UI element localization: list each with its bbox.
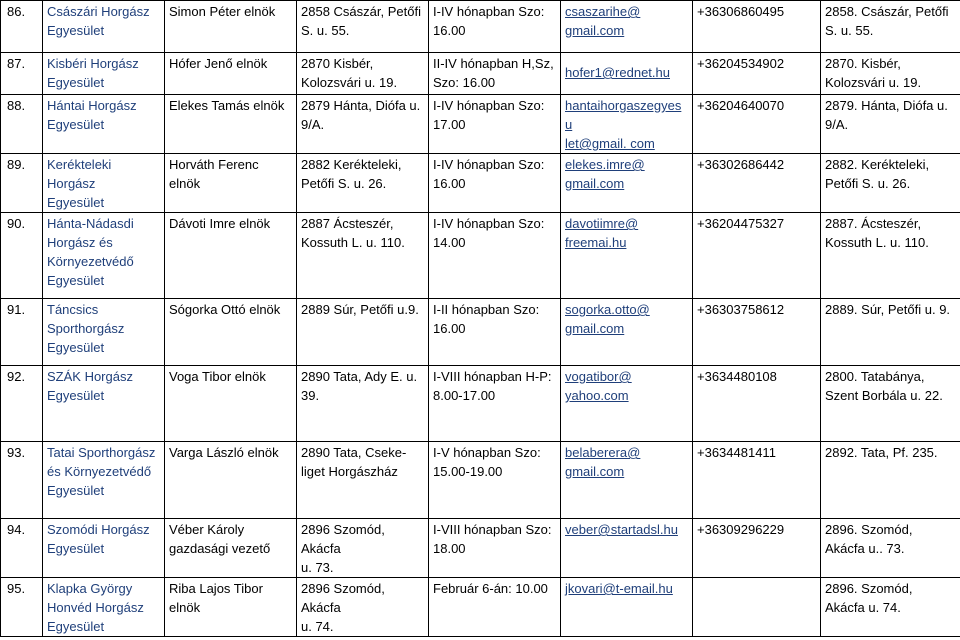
line-person: Dávoti Imre elnök — [169, 216, 271, 231]
line-loc_l2: Akácfa u. 74. — [825, 600, 901, 615]
cell-opening-hours — [429, 213, 561, 299]
line-email_l1[interactable]: davotiimre@ — [565, 216, 639, 231]
line-name_l1: Tatai Sporthorgász — [47, 445, 156, 460]
cell-opening-hours — [429, 578, 561, 637]
line-time_l1: II-IV hónapban H,Sz, — [433, 56, 554, 71]
cell-number — [1, 578, 43, 637]
line-loc_l2: 9/A. — [825, 117, 849, 132]
line-time_l1: I-IV hónapban Szo: — [433, 216, 545, 231]
cell-contact-person — [165, 442, 297, 519]
line-loc_l1: 2887. Ácsteszér, — [825, 216, 922, 231]
line-time_l1: I-II hónapban Szo: — [433, 302, 540, 317]
line-email_l2[interactable]: gmail.com — [565, 23, 625, 38]
line-addr_l1: 2882 Kerékteleki, — [301, 157, 402, 172]
line-addr_l2: Petőfi S. u. 26. — [301, 176, 387, 191]
cell-association-name — [43, 1, 165, 53]
line-name_l2: Horgász és — [47, 235, 113, 250]
cell-email[interactable] — [561, 442, 693, 519]
line-phone: +3634480108 — [697, 369, 777, 384]
line-addr_l2: Kossuth L. u. 110. — [301, 235, 405, 250]
table-row — [1, 366, 960, 442]
line-time_l1: I-V hónapban Szo: — [433, 445, 541, 460]
line-addr_l2: 9/A. — [301, 117, 325, 132]
cell-contact-person — [165, 366, 297, 442]
cell-opening-hours — [429, 53, 561, 95]
line-loc_l1: 2892. Tata, Pf. 235. — [825, 445, 938, 460]
cell-contact-person — [165, 95, 297, 154]
line-time_l2: 18.00 — [433, 541, 466, 556]
line-num: 92. — [7, 369, 26, 384]
line-addr_l1: 2887 Ácsteszér, — [301, 216, 394, 231]
line-addr_l1: 2896 Szomód, Akácfa — [301, 522, 385, 556]
line-person: Sógorka Ottó elnök — [169, 302, 281, 317]
line-loc_l2: Petőfi S. u. 26. — [825, 176, 911, 191]
line-time_l2: 16.00 — [433, 321, 466, 336]
line-name_l3: Egyesület — [47, 619, 105, 634]
line-email_l1[interactable]: vogatibor@ — [565, 369, 632, 384]
line-time_l1: Február 6-án: 10.00 — [433, 581, 548, 596]
line-person: Simon Péter elnök — [169, 4, 276, 19]
table-row — [1, 95, 960, 154]
line-loc_l1: 2800. Tatabánya, — [825, 369, 925, 384]
cell-location — [821, 154, 960, 213]
line-name_l1: Szomódi Horgász — [47, 522, 150, 537]
line-phone: +36309296229 — [697, 522, 785, 537]
line-phone: +3634481411 — [697, 445, 776, 460]
line-email_l1[interactable]: hantaihorgaszegyesu — [565, 98, 682, 132]
table-row — [1, 578, 960, 637]
line-person_l2: gazdasági vezető — [169, 541, 271, 556]
line-time_l2: Szo: 16.00 — [433, 75, 496, 90]
cell-email[interactable] — [561, 154, 693, 213]
line-loc_l1: 2870. Kisbér, — [825, 56, 901, 71]
cell-phone — [693, 578, 821, 637]
line-email_l2[interactable]: gmail.com — [565, 176, 625, 191]
line-email_l2[interactable]: freemai.hu — [565, 235, 627, 250]
line-email_l2[interactable]: gmail.com — [565, 321, 625, 336]
line-num: 91. — [7, 302, 26, 317]
line-phone: +36303758612 — [697, 302, 785, 317]
line-loc_l2: S. u. 55. — [825, 23, 874, 38]
cell-contact-person — [165, 578, 297, 637]
cell-association-name — [43, 442, 165, 519]
cell-contact-person — [165, 213, 297, 299]
line-loc_l2: Kolozsvári u. 19. — [825, 75, 922, 90]
line-time_l2: 16.00 — [433, 23, 466, 38]
line-person: Véber Károly — [169, 522, 245, 537]
cell-number — [1, 53, 43, 95]
cell-association-name — [43, 299, 165, 366]
table-row — [1, 154, 960, 213]
line-time_l1: I-IV hónapban Szo: — [433, 4, 545, 19]
line-name_l2: és Környezetvédő — [47, 464, 152, 479]
line-email_l1[interactable]: belaberera@ — [565, 445, 641, 460]
line-email_l1[interactable]: veber@startadsl.hu — [565, 522, 678, 537]
cell-association-name — [43, 95, 165, 154]
line-name_l1: Hánta-Nádasdi — [47, 216, 134, 231]
cell-email[interactable] — [561, 95, 693, 154]
cell-association-name — [43, 519, 165, 578]
cell-opening-hours — [429, 154, 561, 213]
line-addr_l2: 39. — [301, 388, 320, 403]
cell-phone — [693, 366, 821, 442]
cell-opening-hours — [429, 366, 561, 442]
line-name_l1: Kisbéri Horgász — [47, 56, 139, 71]
line-time_l1: I-VIII hónapban Szo: — [433, 522, 552, 537]
line-addr_l2: S. u. 55. — [301, 23, 350, 38]
line-name_l2: Egyesület — [47, 117, 105, 132]
line-num: 95. — [7, 581, 26, 596]
line-email_l2[interactable]: hofer1@rednet.hu — [565, 65, 670, 80]
line-name_l2: Honvéd Horgász — [47, 600, 144, 615]
line-name_l2: Egyesület — [47, 541, 105, 556]
line-num: 94. — [7, 522, 26, 537]
line-name_l1: Kerékteleki Horgász — [47, 157, 112, 191]
table-row — [1, 1, 960, 53]
cell-location — [821, 519, 960, 578]
cell-address — [297, 154, 429, 213]
line-name_l3: Egyesület — [47, 483, 105, 498]
cell-location — [821, 442, 960, 519]
line-phone: +36204534902 — [697, 56, 785, 71]
cell-email[interactable] — [561, 213, 693, 299]
line-person: Riba Lajos Tibor — [169, 581, 263, 596]
cell-location — [821, 578, 960, 637]
cell-opening-hours — [429, 442, 561, 519]
line-addr_l2: liget Horgászház — [301, 464, 398, 479]
line-time_l2: 16.00 — [433, 176, 466, 191]
cell-email[interactable] — [561, 519, 693, 578]
line-time_l1: I-IV hónapban Szo: — [433, 98, 545, 113]
line-addr_l2: Kolozsvári u. 19. — [301, 75, 398, 90]
line-name_l4: Egyesület — [47, 273, 105, 288]
line-phone: +36306860495 — [697, 4, 785, 19]
line-name_l1: SZÁK Horgász — [47, 369, 133, 384]
line-name_l2: Egyesület — [47, 23, 105, 38]
cell-contact-person — [165, 1, 297, 53]
line-loc_l1: 2879. Hánta, Diófa u. — [825, 98, 948, 113]
cell-number — [1, 519, 43, 578]
cell-association-name — [43, 154, 165, 213]
cell-opening-hours — [429, 95, 561, 154]
table-row — [1, 53, 960, 95]
line-time_l2: 17.00 — [433, 117, 466, 132]
cell-location — [821, 1, 960, 53]
line-phone: +36302686442 — [697, 157, 785, 172]
cell-address — [297, 95, 429, 154]
cell-phone — [693, 213, 821, 299]
cell-number — [1, 95, 43, 154]
line-name_l1: Hántai Horgász — [47, 98, 137, 113]
line-name_l2: Egyesület — [47, 75, 105, 90]
line-time_l1: I-VIII hónapban H-P: — [433, 369, 552, 384]
line-num: 86. — [7, 4, 26, 19]
cell-email[interactable] — [561, 1, 693, 53]
cell-phone — [693, 519, 821, 578]
cell-email[interactable] — [561, 299, 693, 366]
line-name_l1: Táncsics — [47, 302, 99, 317]
cell-address — [297, 1, 429, 53]
line-num: 90. — [7, 216, 26, 231]
line-email_l1[interactable]: sogorka.otto@ — [565, 302, 650, 317]
cell-number — [1, 442, 43, 519]
cell-location — [821, 299, 960, 366]
cell-location — [821, 213, 960, 299]
line-person_l2: elnök — [169, 600, 201, 615]
cell-association-name — [43, 366, 165, 442]
line-loc_l1: 2896. Szomód, — [825, 522, 913, 537]
cell-email[interactable] — [561, 366, 693, 442]
line-email_l1[interactable]: csaszarihe@ — [565, 4, 641, 19]
cell-opening-hours — [429, 299, 561, 366]
line-loc_l1: 2858. Császár, Petőfi — [825, 4, 949, 19]
cell-address — [297, 578, 429, 637]
cell-opening-hours — [429, 519, 561, 578]
cell-address — [297, 519, 429, 578]
line-email_l1[interactable]: elekes.imre@ — [565, 157, 645, 172]
line-time_l2: 14.00 — [433, 235, 466, 250]
cell-phone — [693, 1, 821, 53]
cell-address — [297, 53, 429, 95]
cell-association-name — [43, 53, 165, 95]
line-name_l1: Császári Horgász — [47, 4, 150, 19]
line-name_l1: Klapka György — [47, 581, 133, 596]
cell-location — [821, 53, 960, 95]
cell-email[interactable] — [561, 578, 693, 637]
line-loc_l1: 2882. Kerékteleki, — [825, 157, 930, 172]
line-loc_l2: Szent Borbála u. 22. — [825, 388, 943, 403]
line-email_l1[interactable]: jkovari@t-email.hu — [565, 581, 673, 596]
line-person: Voga Tibor elnök — [169, 369, 266, 384]
line-phone: +36204475327 — [697, 216, 785, 231]
line-num: 93. — [7, 445, 26, 460]
line-addr_l1: 2870 Kisbér, — [301, 56, 374, 71]
line-loc_l1: 2896. Szomód, — [825, 581, 913, 596]
line-addr_l1: 2890 Tata, Cseke- — [301, 445, 407, 460]
cell-contact-person — [165, 299, 297, 366]
cell-location — [821, 95, 960, 154]
cell-number — [1, 1, 43, 53]
cell-association-name — [43, 213, 165, 299]
table-row — [1, 442, 960, 519]
line-loc_l2: Kossuth L. u. 110. — [825, 235, 929, 250]
line-addr_l1: 2879 Hánta, Diófa u. — [301, 98, 421, 113]
line-num: 87. — [7, 56, 26, 71]
cell-address — [297, 442, 429, 519]
cell-number — [1, 154, 43, 213]
line-addr_l2: u. 73. — [301, 560, 334, 575]
cell-phone — [693, 442, 821, 519]
line-loc_l2: Akácfa u.. 73. — [825, 541, 905, 556]
cell-association-name — [43, 578, 165, 637]
line-num: 89. — [7, 157, 26, 172]
line-person: Horváth Ferenc elnök — [169, 157, 259, 191]
cell-opening-hours — [429, 1, 561, 53]
line-email_l2[interactable]: yahoo.com — [565, 388, 629, 403]
cell-number — [1, 299, 43, 366]
line-person: Varga László elnök — [169, 445, 279, 460]
line-loc_l1: 2889. Súr, Petőfi u. 9. — [825, 302, 951, 317]
line-name_l2: Egyesület — [47, 388, 105, 403]
line-email_l2[interactable]: let@gmail. com — [565, 136, 655, 151]
cell-number — [1, 213, 43, 299]
line-person: Elekes Tamás elnök — [169, 98, 285, 113]
cell-phone — [693, 299, 821, 366]
line-name_l2: Sporthorgász — [47, 321, 125, 336]
line-time_l2: 15.00-19.00 — [433, 464, 503, 479]
cell-contact-person — [165, 53, 297, 95]
cell-address — [297, 213, 429, 299]
line-addr_l1: 2890 Tata, Ady E. u. — [301, 369, 418, 384]
cell-phone — [693, 154, 821, 213]
cell-phone — [693, 95, 821, 154]
line-name_l3: Környezetvédő — [47, 254, 134, 269]
cell-address — [297, 299, 429, 366]
cell-phone — [693, 53, 821, 95]
table-row — [1, 519, 960, 578]
cell-location — [821, 366, 960, 442]
line-addr_l1: 2889 Súr, Petőfi u.9. — [301, 302, 419, 317]
line-name_l3: Egyesület — [47, 340, 105, 355]
line-addr_l1: 2858 Császár, Petőfi — [301, 4, 421, 19]
table-row — [1, 213, 960, 299]
line-name_l2: Egyesület — [47, 195, 105, 210]
line-person: Hófer Jenő elnök — [169, 56, 268, 71]
line-time_l2: 8.00-17.00 — [433, 388, 496, 403]
cell-address — [297, 366, 429, 442]
cell-email[interactable] — [561, 53, 693, 95]
line-phone: +36204640070 — [697, 98, 785, 113]
line-addr_l1: 2896 Szomód, Akácfa — [301, 581, 385, 615]
line-email_l2[interactable]: gmail.com — [565, 464, 625, 479]
cell-number — [1, 366, 43, 442]
line-num: 88. — [7, 98, 26, 113]
line-time_l1: I-IV hónapban Szo: — [433, 157, 545, 172]
cell-contact-person — [165, 154, 297, 213]
line-addr_l2: u. 74. — [301, 619, 334, 634]
cell-contact-person — [165, 519, 297, 578]
table-row — [1, 299, 960, 366]
